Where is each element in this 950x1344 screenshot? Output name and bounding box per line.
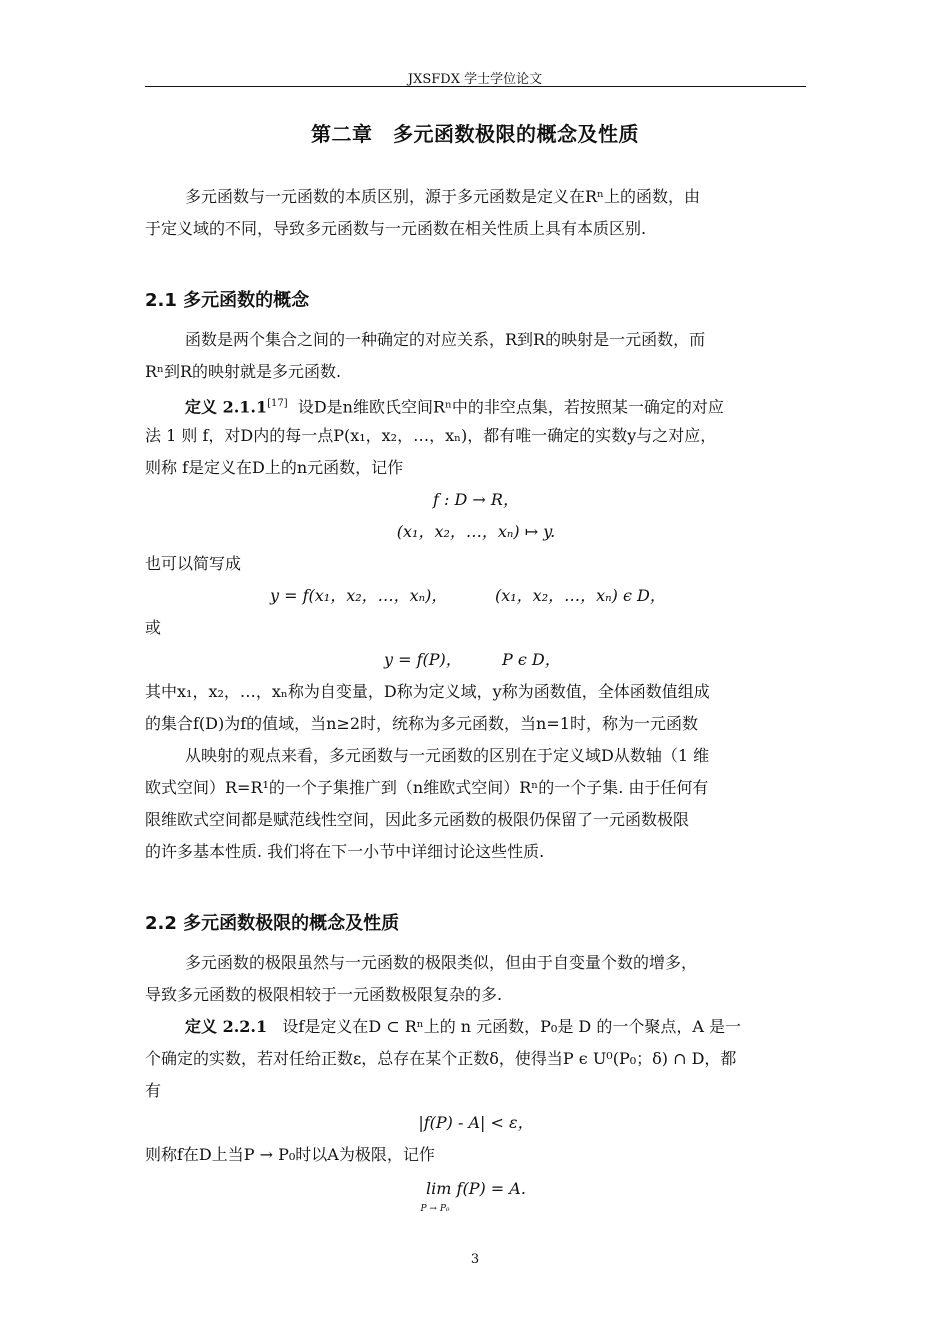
definition-2-2-1-line3: 有 [145,1081,162,1100]
definition-text: 设f是定义在D ⊂ Rⁿ上的 n 元函数，P₀是 D 的一个聚点，A 是一 [282,1017,741,1036]
equation-mapsto: (x₁，x₂，…，xₙ) ↦ y. [396,522,556,541]
also-written-text: 也可以简写成 [145,554,242,573]
definition-2-1-1-line3: 则称 f是定义在D上的n元函数，记作 [145,458,404,477]
citation-ref: [17] [267,398,288,409]
s22-para1-line2: 导致多元函数的极限相较于一元函数极限复杂的多. [145,985,503,1004]
equation-limit: lim f(P) = A. [426,1179,526,1198]
s21-para2-line1: 其中x₁，x₂，…，xₙ称为自变量，D称为定义域，y称为函数值，全体函数值组成 [145,682,710,701]
s21-para1-line1: 函数是两个集合之间的一种确定的对应关系，R到R的映射是一元函数，而 [185,330,706,349]
running-header: JXSFDX 学士学位论文 [407,72,543,87]
definition-2-1-1-line2: 法 1 则 f，对D内的每一点P(x₁，x₂，…，xₙ)，都有唯一确定的实数y与之对应， [145,426,717,445]
section-2-1-title: 2.1 多元函数的概念 [145,290,310,311]
equation-limit-subscript: P → P₀ [420,1204,450,1214]
equation-point-domain: P ϵ D， [502,650,561,669]
section-2-2-title: 2.2 多元函数极限的概念及性质 [145,913,400,934]
intro-line-2: 于定义域的不同，导致多元函数与一元函数在相关性质上具有本质区别. [145,219,647,238]
equation-function-form: y = f(x₁，x₂，…，xₙ)， [270,586,448,605]
definition-label: 定义 2.1.1 [185,397,268,417]
definition-label: 定义 2.2.1 [185,1017,268,1036]
s21-para2-line2: 的集合f(D)为f的值域，当n≥2时，统称为多元函数，当n=1时，称为一元函数 [145,714,698,733]
equation-epsilon: |f(P) - A| < ε， [418,1113,534,1132]
definition-text: 设D是n维欧氏空间Rⁿ中的非空点集，若按照某一确定的对应 [297,397,724,417]
intro-line-1: 多元函数与一元函数的本质区别，源于多元函数是定义在Rⁿ上的函数，由 [185,187,700,206]
equation-mapping: f : D → R， [433,490,519,509]
definition-2-2-1-line2: 个确定的实数，若对任给正数ε，总存在某个正数δ，使得当P ϵ U⁰(P₀；δ) ∩ D，都 [145,1049,737,1068]
s21-para3-line1: 从映射的观点来看，多元函数与一元函数的区别在于定义域D从数轴（1 维 [185,746,710,765]
equation-point-form: y = f(P)， [384,650,462,669]
definition-2-2-1-line1 [185,1016,807,1038]
definition-2-1-1-line1 [185,393,807,418]
limit-statement: 则称f在D上当P → P₀时以A为极限，记作 [145,1145,435,1164]
s21-para3-line2: 欧式空间）R=R¹的一个子集推广到（n维欧式空间）Rⁿ的一个子集. 由于任何有 [145,778,709,797]
page-number: 3 [470,1252,480,1267]
or-text: 或 [145,618,162,637]
s21-para3-line3: 限维欧式空间都是赋范线性空间，因此多元函数的极限仍保留了一元函数极限 [145,810,690,829]
s21-para3-line4: 的许多基本性质. 我们将在下一小节中详细讨论这些性质. [145,842,545,861]
s21-para1-line2: Rⁿ到R的映射就是多元函数. [145,362,342,381]
header-rule [145,86,806,87]
equation-domain-form: (x₁，x₂，…，xₙ) ϵ D， [495,586,666,605]
s22-para1-line1: 多元函数的极限虽然与一元函数的极限类似，但由于自变量个数的增多， [185,953,698,972]
chapter-title: 第二章 多元函数极限的概念及性质 [311,122,639,146]
